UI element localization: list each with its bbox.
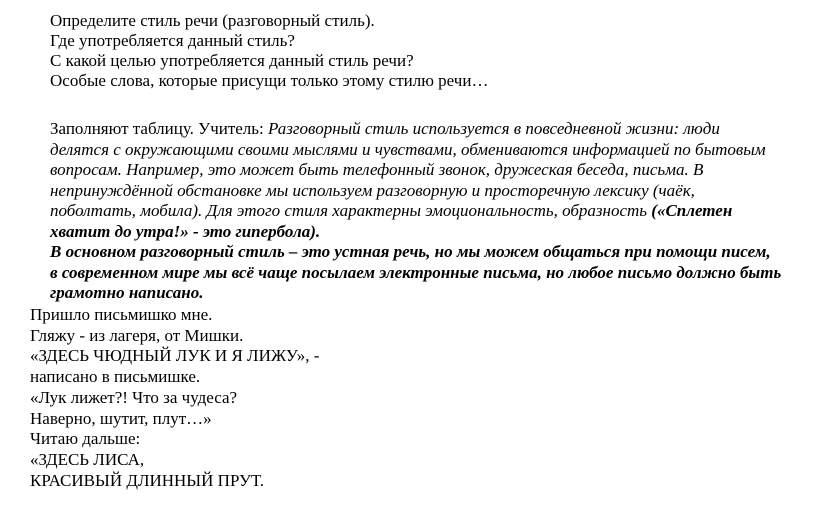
question-style: Определите стиль речи (разговорный стиль). xyxy=(50,11,375,30)
paragraph-line xyxy=(50,119,802,140)
bold-statement-line: В основном разговорный стиль – это устная речь, но мы можем общаться при помощи писем, xyxy=(50,242,771,261)
bold-statement-line: грамотно написано. xyxy=(50,283,204,302)
poem xyxy=(30,305,319,491)
paragraph-line xyxy=(50,201,802,222)
poem-line: «Лук лижет?! Что за чудеса? xyxy=(30,387,238,407)
teacher-paragraph xyxy=(50,119,802,304)
poem-line: Читаю дальше: xyxy=(30,429,141,449)
poem-line: КРАСИВЫЙ ДЛИННЫЙ ПРУТ. xyxy=(30,470,264,490)
teacher-lead: Заполняют таблицу. Учитель: xyxy=(50,119,269,138)
question-usage: Где употребляется данный стиль? xyxy=(50,31,295,50)
teacher-text: поболтать, мобила). Для этого стиля характерны эмоциональность, образность xyxy=(50,201,652,220)
teacher-text: Разговорный стиль используется в повседневной жизни: люди xyxy=(268,119,720,138)
paragraph-line: делятся с окружающими своими мыслями и чувствами, обмениваются информацией по бытовым xyxy=(50,139,766,159)
hyperbole-example: («Сплетен xyxy=(651,201,733,220)
poem-line: Пришло письмишко мне. xyxy=(30,305,213,324)
paragraph-line: вопросам. Например, это может быть телефонный звонок, дружеская беседа, письма. В xyxy=(50,160,704,179)
question-purpose: С какой целью употребляется данный стиль речи? xyxy=(50,51,414,70)
paragraph-line: непринуждённой обстановке мы используем разговорную и просторечную лексику (чаёк, xyxy=(50,180,695,200)
bold-statement-line: в современном мире мы всё чаще посылаем электронные письма, но любое письмо должно быть xyxy=(50,262,782,282)
hyperbole-example: хватит до утра!» - это гипербола). xyxy=(50,221,321,241)
poem-line: написано в письмишке. xyxy=(30,367,201,387)
poem-line: «ЗДЕСЬ ЛИСА, xyxy=(30,449,145,469)
poem-line: Гляжу - из лагеря, от Мишки. xyxy=(30,325,244,345)
question-special-words: Особые слова, которые присущи только этому стилю речи… xyxy=(50,71,489,90)
poem-line: Наверно, шутит, плут…» xyxy=(30,408,212,428)
poem-line: «ЗДЕСЬ ЧЮДНЫЙ ЛУК И Я ЛИЖУ», - xyxy=(30,346,320,366)
